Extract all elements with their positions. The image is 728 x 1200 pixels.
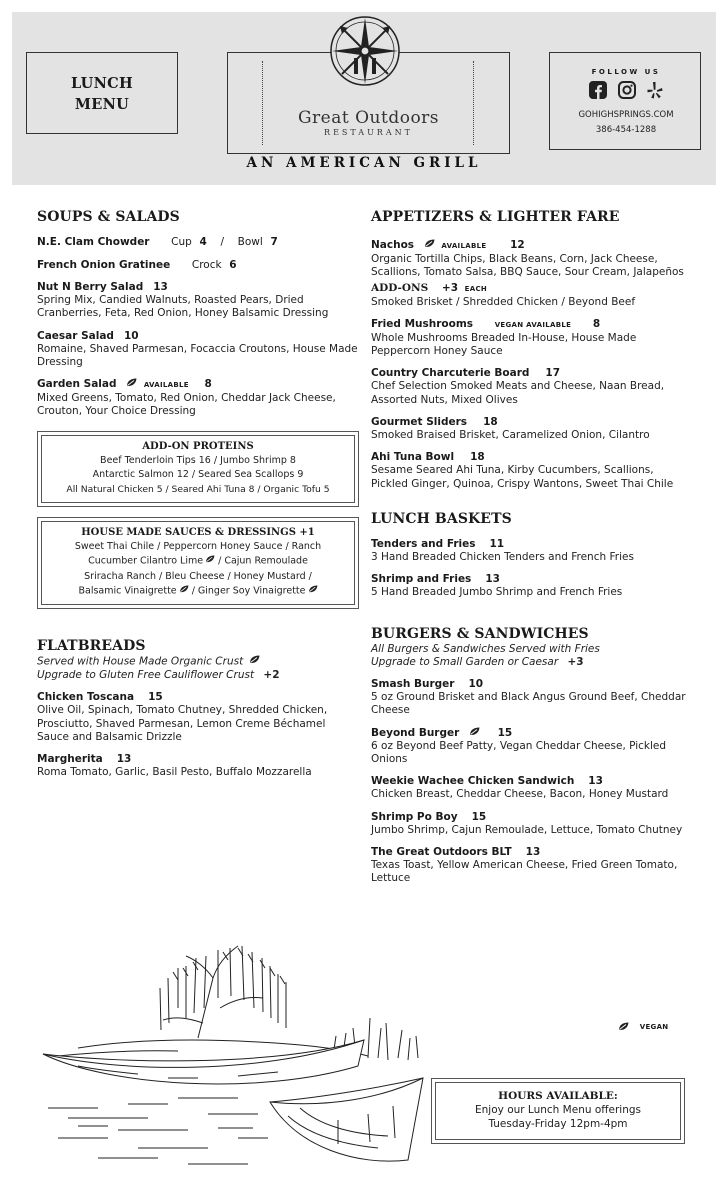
item-name: Nachos [371,239,415,251]
item-name: The Great Outdoors BLT [371,845,512,858]
hours-box [431,1078,685,1144]
item-description: 5 Hand Breaded Jumbo Shrimp and French Fries [371,586,623,599]
size-label: Crock [191,259,222,271]
item-description: 6 oz Beyond Beef Patty, Vegan Cheddar Cheese, Pickled Onions [371,739,667,766]
item-price: 8 [592,317,601,330]
menu-item [37,377,359,419]
vegan-key-label: VEGAN [639,1022,669,1031]
phone-number[interactable]: 386-454-1288 [595,125,657,135]
menu-item [37,752,359,779]
item-price: 15 [148,691,163,704]
soups-salads-title: SOUPS & SALADS [37,209,180,225]
item-name: Tenders and Fries [371,537,476,550]
menu-item [371,450,691,491]
item-description: Roma Tomato, Garlic, Basil Pesto, Buffalo Mozzarella [37,766,312,779]
item-description: 3 Hand Breaded Chicken Tenders and French Fries [371,550,634,563]
item-name: Fried Mushrooms [371,317,474,330]
item-description: Smoked Braised Brisket, Caramelized Onion, Cilantro [371,429,650,442]
sauces-title: HOUSE MADE SAUCES & DRESSINGS +1 [81,527,315,538]
item-price: 13 [116,753,132,766]
item-description: Whole Mushrooms Breaded In-House, House Made Peppercorn Honey Sauce [371,331,637,358]
hours-title: HOURS AVAILABLE: [498,1090,618,1102]
menu-item [371,238,691,309]
vegan-leaf-icon [424,238,435,252]
item-description: Romaine, Shaved Parmesan, Focaccia Croutons, House Made Dressing [37,342,358,368]
vegan-leaf-icon [179,584,189,598]
item-price: 18 [483,416,498,429]
item-description: Sesame Seared Ahi Tuna, Kirby Cucumbers, Scallions, Pickled Ginger, Quinoa, Crispy Wantons, Sweet Thai Chile [371,464,674,490]
size-label: Cup [171,236,192,248]
item-description: Organic Tortilla Chips, Black Beans, Corn, Jack Cheese, Scallions, Tomato Salsa, BBQ Sauce, Sour Cream, Jalapeños [371,253,684,279]
menu-item [371,366,691,407]
item-name: Weekie Wachee Chicken Sandwich [371,775,575,788]
appetizers-title: APPETIZERS & LIGHTER FARE [371,209,620,225]
social-icons [550,81,702,105]
sauce-line: Balsamic Vinaigrette / Ginger Soy Vinaigrette [45,584,351,599]
left-column [37,208,359,779]
flatbread-note: Served with House Made Organic Crust [37,655,359,669]
item-name: Garden Salad [37,378,117,391]
restaurant-sub: RESTAURANT [324,128,413,137]
item-price: 18 [470,451,485,464]
follow-us-box [549,52,701,150]
menu-item [37,258,359,272]
lunch-menu-box [26,52,178,134]
item-price: 12 [510,239,525,251]
item-description: Mixed Greens, Tomato, Red Onion, Cheddar Jack Cheese, Crouton, Your Choice Dressing [37,392,336,418]
item-price: 15 [497,726,513,739]
item-name: Shrimp and Fries [371,573,472,586]
size-label: Bowl [237,236,263,248]
item-name: N.E. Clam Chowder [37,236,150,248]
addons-line: ADD-ONS +3 EACH [371,281,488,294]
addon-proteins-title: ADD-ON PROTEINS [142,440,254,452]
item-description: Olive Oil, Spinach, Tomato Chutney, Shredded Chicken, Prosciutto, Shaved Parmesan, Lemon Creme Béchamel Sauce and Balsamic Drizzle [37,704,328,743]
addon-proteins-box [37,431,359,507]
item-name: Smash Burger [371,678,455,691]
item-price: 13 [153,281,168,293]
burgers-title: BURGERS & SANDWICHES [371,625,589,642]
item-price: 7 [270,236,278,248]
item-name: Ahi Tuna Bowl [371,451,455,464]
sauce-line: Sweet Thai Chile / Peppercorn Honey Sauce / Ranch [74,541,322,552]
item-price: 13 [525,845,541,858]
hours-line: Tuesday-Friday 12pm-4pm [488,1118,628,1130]
menu-item [371,537,691,564]
item-description: Texas Toast, Yellow American Cheese, Fried Green Tomato, Lettuce [371,858,678,885]
menu-item [371,677,691,718]
vegan-tag: AVAILABLE [143,381,189,390]
item-name: Shrimp Po Boy [371,810,458,823]
item-name: French Onion Gratinee [37,259,171,271]
burgers-note: Upgrade to Small Garden or Caesar +3 [371,655,584,668]
sauce-line: Cucumber Cilantro Lime / Cajun Remoulade [88,556,308,568]
burgers-note: All Burgers & Sandwiches Served with Fries [371,642,600,655]
hours-line: Enjoy our Lunch Menu offerings [475,1104,641,1116]
item-description: 5 oz Ground Brisket and Black Angus Ground Beef, Cheddar Cheese [371,691,686,717]
addons-description: Smoked Brisket / Shredded Chicken / Beyond Beef [371,295,636,308]
menu-item [371,774,691,801]
vegan-leaf-icon [205,554,215,568]
menu-item [37,329,359,370]
lunch-label: LUNCH [70,75,134,92]
vegan-leaf-icon [126,377,137,391]
item-price: 6 [229,259,237,271]
menu-header [12,12,716,185]
item-name: Chicken Toscana [37,691,135,704]
menu-item [371,572,691,599]
item-name: Gourmet Sliders [371,416,468,429]
instagram-icon[interactable] [618,81,636,103]
vegan-leaf-icon [249,655,260,668]
website-link[interactable]: GOHIGHSPRINGS.COM [578,110,674,120]
item-price: 8 [204,378,212,391]
item-price: 13 [485,573,500,586]
vegan-leaf-icon [308,584,318,598]
item-price: 11 [489,537,505,550]
lunch-baskets-title: LUNCH BASKETS [371,510,512,527]
flatbread-note: Upgrade to Gluten Free Cauliflower Crust +2 [37,668,280,681]
menu-item [371,726,691,767]
addon-line: Beef Tenderloin Tips 16 / Jumbo Shrimp 8 [100,454,296,466]
item-price: 10 [468,678,484,691]
item-price: 15 [471,810,487,823]
flatbreads-title: FLATBREADS [37,638,146,655]
restaurant-name: Great Outdoors [297,108,440,128]
sauce-line: Sriracha Ranch / Bleu Cheese / Honey Mustard / [84,570,312,582]
item-price: 13 [588,775,603,788]
canoe-illustration [38,938,430,1184]
menu-item [371,317,691,359]
yelp-icon[interactable] [647,81,663,103]
facebook-icon[interactable] [589,81,607,103]
item-name: Country Charcuterie Board [371,367,530,380]
right-column [371,208,691,886]
item-name: Nut N Berry Salad [37,281,144,293]
menu-item [371,415,691,442]
addon-line: Antarctic Salmon 12 / Seared Sea Scallops 9 [92,469,304,481]
separator: / [220,236,224,248]
menu-item [371,845,691,886]
item-name: Beyond Burger [371,726,460,739]
vegan-leaf-icon [618,1023,629,1031]
menu-label: MENU [74,96,130,113]
follow-us-label: FOLLOW US [591,68,661,76]
menu-item [37,690,359,744]
sauces-price: +1 [299,527,315,538]
vegan-key [618,1022,668,1031]
item-description: Spring Mix, Candied Walnuts, Roasted Pears, Dried Cranberries, Feta, Red Onion, Honey Balsamic Dressing [37,294,329,320]
item-description: Chef Selection Smoked Meats and Cheese, Naan Bread, Assorted Nuts, Mixed Olives [371,380,665,406]
vegan-tag: AVAILABLE [441,242,487,250]
vegan-leaf-icon [469,726,480,740]
item-price: 4 [199,236,207,248]
item-price: 10 [123,329,139,342]
menu-item [37,280,359,321]
vegan-tag: VEGAN AVAILABLE [494,320,572,329]
sauces-box [37,517,359,609]
item-name: Margherita [37,753,103,766]
menu-item [37,235,359,249]
item-name: Caesar Salad [37,329,114,342]
compass-logo-icon [328,14,402,88]
item-description: Chicken Breast, Cheddar Cheese, Bacon, Honey Mustard [371,788,669,801]
item-description: Jumbo Shrimp, Cajun Remoulade, Lettuce, Tomato Chutney [371,823,683,836]
tagline: AN AMERICAN GRILL [246,155,482,171]
addon-line: All Natural Chicken 5 / Seared Ahi Tuna 8 / Organic Tofu 5 [66,483,330,495]
item-price: 17 [545,367,561,380]
menu-item [371,810,691,837]
